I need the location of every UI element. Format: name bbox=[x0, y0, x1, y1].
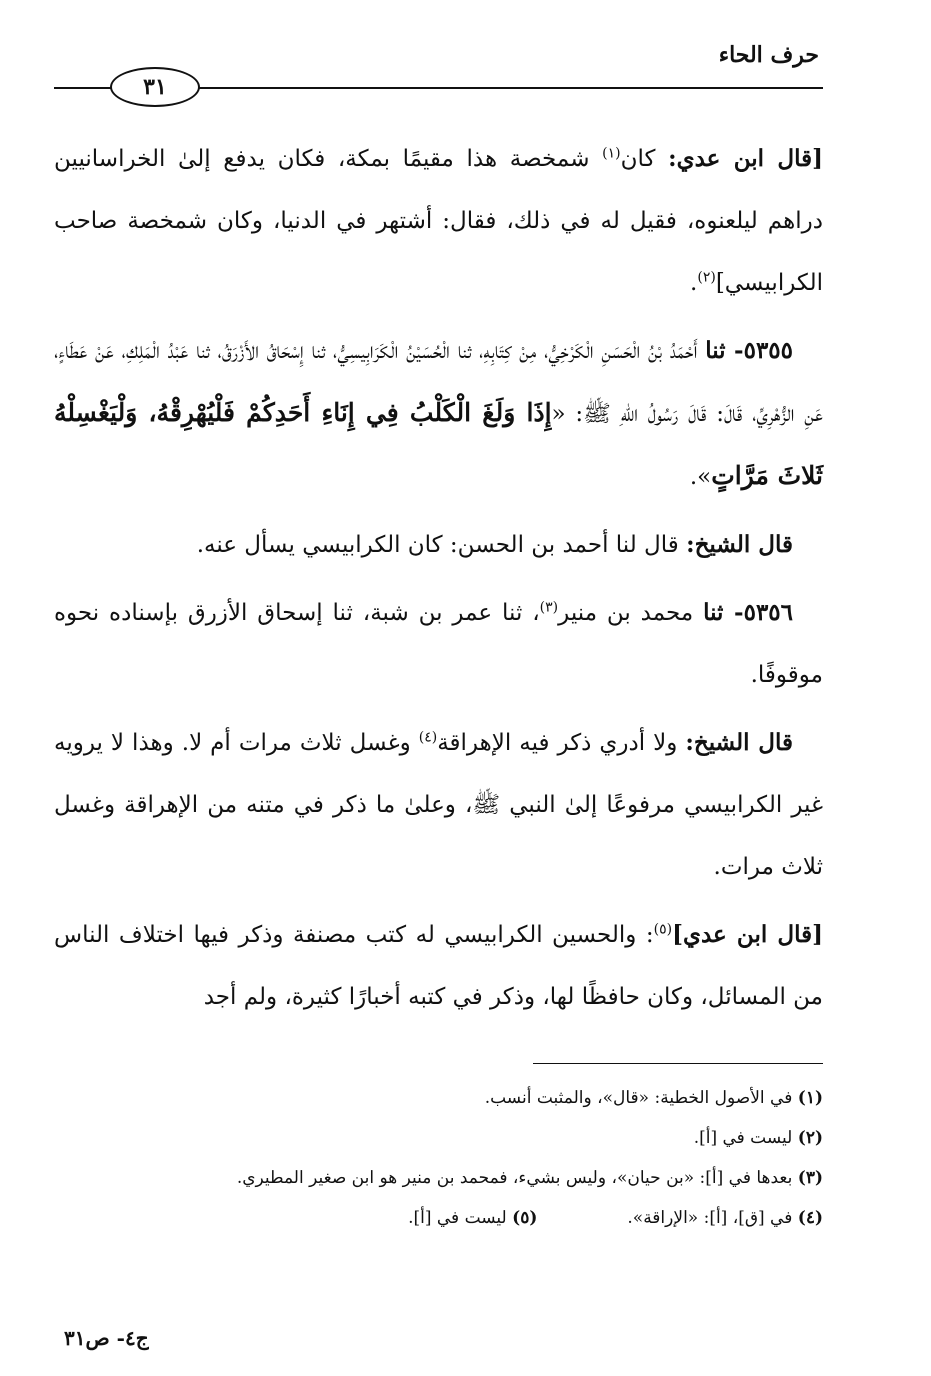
speaker-label: قال الشيخ: bbox=[685, 729, 793, 756]
speaker-label: [قال ابن عدي: bbox=[668, 145, 823, 172]
footnote-text: ليست في [أ]. bbox=[408, 1208, 513, 1228]
text-segment: . bbox=[690, 270, 698, 296]
footnote-ref[interactable]: (٣) bbox=[539, 599, 559, 616]
footnote-text: في [ق]، [أ]: «الإراقة». bbox=[627, 1208, 798, 1228]
text-segment: ، ثنا عمر بن شبة، ثنا إسحاق الأزرق بإسناده نحوه موقوفًا. bbox=[54, 600, 823, 688]
hadith-5356 bbox=[54, 582, 823, 706]
text-segment: : والحسين الكرابيسي له كتب مصنفة وذكر فيها اختلاف الناس من المسائل، وكان حافظًا لها، وذكر في كتبه أخبارًا كثيرة، ولم أجد bbox=[54, 922, 823, 1010]
footnote-2 bbox=[54, 1118, 823, 1158]
text-segment: شمخصة هذا مقيمًا بمكة، فكان يدفع إلىٰ الخراسانيين دراهم ليلعنوه، فقيل له في ذلك، فقال: أشتهر في الدنيا، وكان شمخصة صاحب الكرابيسي] bbox=[54, 146, 823, 296]
footnote-ref[interactable]: (٥) bbox=[653, 921, 673, 938]
footnote-number: (٢) bbox=[797, 1128, 823, 1148]
hadith-number: ٥٣٥٦- ثنا bbox=[703, 599, 794, 626]
footnote-separator bbox=[533, 1063, 823, 1064]
hadith-number: ٥٣٥٥- ثنا bbox=[705, 337, 794, 364]
page-number: ٣١ bbox=[143, 74, 167, 100]
footnotes bbox=[54, 1078, 823, 1238]
footnote-ref[interactable]: (٤) bbox=[418, 729, 438, 746]
text-segment: محمد بن منير bbox=[558, 600, 704, 626]
text-segment: كان bbox=[620, 146, 669, 172]
paragraph-sheikh-2 bbox=[54, 712, 823, 898]
text-segment: ولا أدري ذكر فيه الإهراقة bbox=[437, 730, 686, 756]
speaker-label: [قال ابن عدي] bbox=[672, 921, 823, 948]
footnote-number: (٤) bbox=[797, 1208, 823, 1228]
text-segment: وغسل ثلاث مرات أم لا. وهذا لا يرويه غير الكرابيسي مرفوعًا إلىٰ النبي ﷺ، وعلىٰ ما ذكر في متنه من الإهراقة وغسل ثلاث مرات. bbox=[54, 730, 823, 880]
main-text bbox=[54, 128, 823, 1034]
paragraph-ibn-adi-2 bbox=[54, 904, 823, 1028]
text-segment: قال لنا أحمد بن الحسن: كان الكرابيسي يسأل عنه. bbox=[196, 532, 687, 558]
paragraph-ibn-adi-1 bbox=[54, 128, 823, 314]
footnote-text: في الأصول الخطية: «قال»، والمثبت أنسب. bbox=[484, 1088, 798, 1108]
hadith-5355 bbox=[54, 320, 823, 508]
volume-page-reference: ج٤- ص٣١ bbox=[64, 1326, 149, 1350]
footnote-3 bbox=[54, 1158, 823, 1198]
footnote-ref[interactable]: (١) bbox=[602, 145, 621, 162]
page-number-badge bbox=[110, 67, 200, 107]
text-segment: ». bbox=[689, 464, 712, 490]
isnad-text: أَحْمَدُ بْنُ الْحَسَنِ الْكَرْخِيُّ، مِنْ كِتَابِهِ، ثنا الْحُسَيْنُ الْكَرَابِيسِيُّ، ثنا إِسْحَاقُ الأَزْرَقُ، ثنا عَبْدُ الْمَلِكِ، عَنْ عَطَاءٍ، عَنِ الزُّهْرِيِّ، قَالَ: قَالَ رَسُولُ اللهِ ﷺ: « bbox=[54, 338, 823, 427]
footnote-ref[interactable]: (٢) bbox=[697, 269, 716, 286]
footnote-text: ليست في [أ]. bbox=[693, 1128, 798, 1148]
hadith-matn: إِذَا وَلَغَ الْكَلْبُ فِي إِنَاءِ أَحَدِكُمْ فَلْيُهْرِقْهُ، وَلْيَغْسِلْهُ ثَلاثَ مَرَّاتٍ bbox=[54, 398, 823, 490]
footnote-text: بعدها في [أ]: «بن حيان»، وليس بشيء، فمحمد بن منير هو ابن صغير المطيري. bbox=[236, 1168, 798, 1188]
footnote-number: (٣) bbox=[797, 1168, 823, 1188]
paragraph-sheikh-1 bbox=[54, 514, 823, 576]
footnote-number: (١) bbox=[797, 1088, 823, 1108]
chapter-title: حرف الحاء bbox=[718, 42, 819, 68]
footnote-1 bbox=[54, 1078, 823, 1118]
footnote-4-5 bbox=[54, 1198, 823, 1238]
footnote-number: (٥) bbox=[512, 1208, 538, 1228]
speaker-label: قال الشيخ: bbox=[686, 531, 793, 558]
